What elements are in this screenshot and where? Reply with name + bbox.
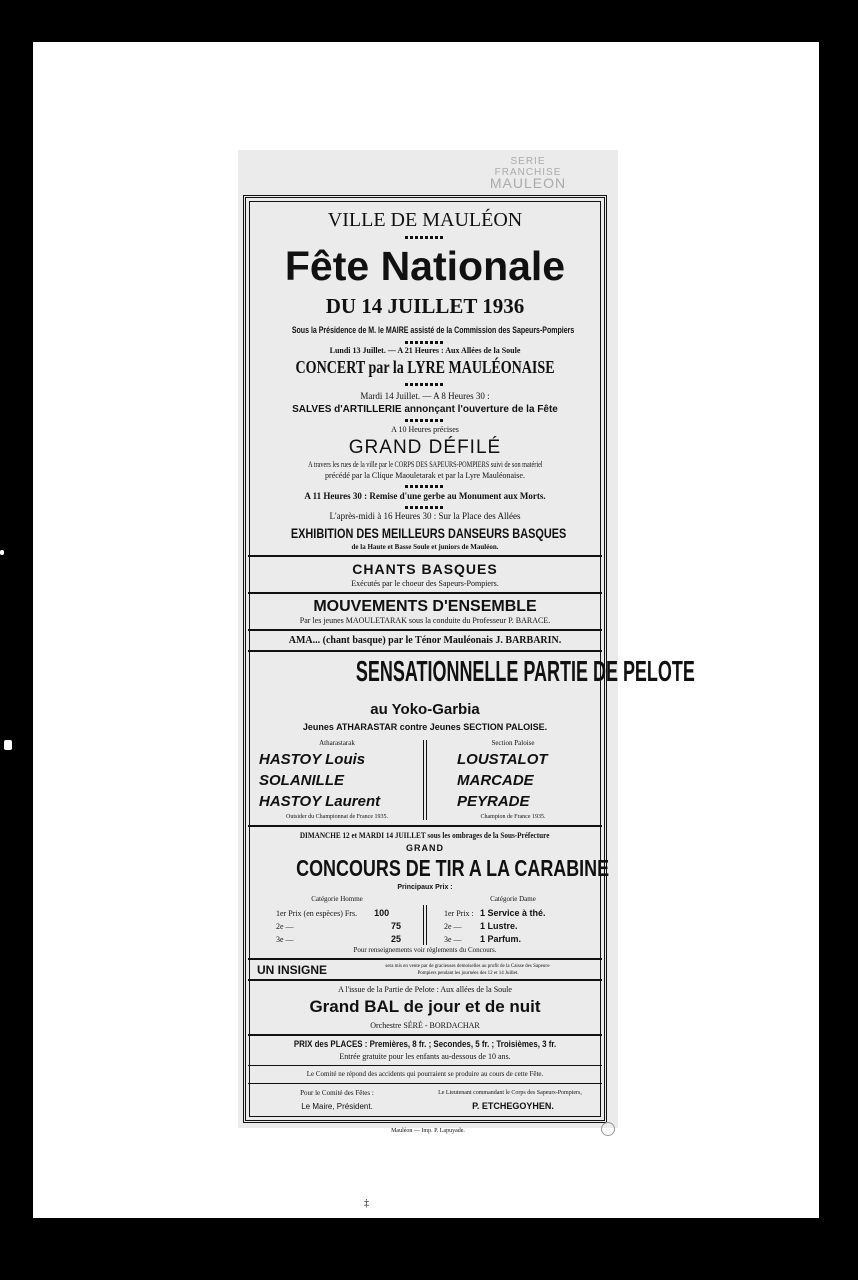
tir-note: Pour renseignements voir règlements du Concours.: [353, 946, 497, 954]
category-women: Catégorie Dame: [490, 895, 536, 903]
team-separator: [423, 740, 427, 820]
team-left-head: Atharastarak: [319, 739, 355, 747]
chants-sub: Exécutés par le choeur des Sapeurs-Pompiers.: [351, 579, 499, 588]
prix-free: Entrée gratuite pour les enfants au-dessous de 10 ans.: [339, 1052, 511, 1061]
concert-when: Lundi 13 Juillet. — A 21 Heures : Aux Allées de la Soule: [329, 346, 521, 355]
printer-imprint: Mauléon — Imp. P. Lapuyade.: [391, 1128, 465, 1134]
ornament: [405, 236, 445, 239]
salves-title: SALVES d'ARTILLERIE annonçant l'ouverture de la Fête: [292, 404, 558, 415]
team-right-head: Section Paloise: [491, 739, 535, 747]
defile-when: A 10 Heures précises: [391, 425, 459, 434]
salves-when: Mardi 14 Juillet. — A 8 Heures 30 :: [360, 391, 490, 401]
team-right-players: LOUSTALOT MARCADE PEYRADE: [457, 751, 548, 810]
section-rule: [248, 1065, 602, 1066]
defile-line2: précédé par la Clique Maouletarak et par la Lyre Mauléonaise.: [325, 471, 525, 480]
tir-when: DIMANCHE 12 et MARDI 14 JUILLET sous les ombrages de la Sous-Préfecture: [300, 831, 550, 840]
ornament: [405, 383, 445, 386]
men-prizes: 1er Prix (en espèces) Frs. 100 2e — 75 3e — 25: [276, 908, 401, 944]
prize-separator: [423, 905, 427, 945]
pelote-place: au Yoko-Garbia: [370, 701, 480, 718]
mouvements-title: MOUVEMENTS D'ENSEMBLE: [313, 598, 537, 615]
defile-line1: A travers les rues de la ville par le CORPS DES SAPEURS-POMPIERS suivi de son matériel: [307, 460, 543, 469]
bal-orchestra: Orchestre SÉRÉ - BORDACHAR: [370, 1021, 480, 1030]
section-rule: [248, 1034, 602, 1036]
bal-when: A l'issue de la Partie de Pelote : Aux allées de la Soule: [338, 985, 512, 994]
section-rule: [248, 555, 602, 557]
prix-places: PRIX des PLACES : Premières, 8 fr. ; Secondes, 5 fr. ; Troisièmes, 3 fr.: [293, 1039, 557, 1049]
defile-title: GRAND DÉFILÉ: [348, 437, 502, 458]
insigne-text: sera mis en vente par de gracieuses demoiselles au profit de la Caisse des Sapeurs- Pompiers pendant les journées des 12 et 14 Juillet.: [385, 964, 551, 976]
tir-title: CONCOURS DE TIR A LA CARABINE: [296, 855, 610, 881]
exhibition-title: EXHIBITION DES MEILLEURS DANSEURS BASQUES: [290, 525, 567, 541]
poster-date: DU 14 JUILLET 1936: [325, 294, 525, 318]
team-left-players: HASTOY Louis SOLANILLE HASTOY Laurent: [259, 751, 381, 810]
poster-title: Fête Nationale: [284, 243, 566, 289]
section-rule: [248, 1083, 602, 1084]
mouvements-sub: Par les jeunes MAOULETARAK sous la conduite du Professeur P. BARACE.: [299, 616, 551, 625]
ama-line: AMA... (chant basque) par le Ténor Mauléonais J. BARBARIN.: [288, 635, 562, 646]
pelote-versus: Jeunes ATHARASTAR contre Jeunes SECTION PALOISE.: [302, 722, 548, 732]
insigne-title: UN INSIGNE: [257, 963, 328, 977]
corner-stamp: [601, 1122, 615, 1136]
tir-prix: Principaux Prix :: [397, 884, 453, 891]
concert-title: CONCERT par la LYRE MAULÉONAISE: [295, 357, 555, 377]
category-men: Catégorie Homme: [311, 895, 363, 903]
signature-left-name: Le Maire, Président.: [301, 1102, 373, 1111]
page-mark: ‡: [364, 1198, 369, 1209]
ornament: [405, 419, 445, 422]
tir-grand: GRAND: [406, 843, 444, 853]
section-rule: [248, 592, 602, 594]
town-name: VILLE DE MAULÉON: [327, 209, 523, 231]
section-rule: [248, 979, 602, 981]
ornament: [405, 506, 445, 509]
archive-stamp: SERIE FRANCHISE MAULEON: [489, 156, 567, 191]
section-rule: [248, 958, 602, 960]
section-rule: [248, 629, 602, 631]
section-rule: [248, 825, 602, 827]
team-right-note: Champion de France 1935.: [480, 814, 546, 820]
signature-left-role: Pour le Comité des Fêtes :: [300, 1089, 374, 1097]
women-prizes: 1er Prix : 1 Service à thé. 2e — 1 Lustre. 3e — 1 Parfum.: [444, 908, 546, 944]
signature-right-role: Le Lieutenant commandant le Corps des Sapeurs-Pompiers,: [438, 1090, 582, 1096]
signature-right-name: P. ETCHEGOYHEN.: [472, 1101, 554, 1111]
film-speck: [0, 550, 4, 555]
presidency-line: Sous la Présidence de M. le MAIRE assisté de la Commission des Sapeurs-Pompiers: [291, 325, 575, 335]
exhibition-when: L'après-midi à 16 Heures 30 : Sur la Place des Allées: [329, 511, 521, 521]
team-left-note: Outsider du Championnat de France 1935.: [286, 814, 388, 820]
pelote-title: SENSATIONNELLE PARTIE DE PELOTE: [355, 656, 695, 688]
gerbe-line: A 11 Heures 30 : Remise d'une gerbe au Monument aux Morts.: [304, 491, 546, 501]
ornament: [405, 341, 445, 344]
ornament: [405, 485, 445, 488]
section-rule: [248, 650, 602, 652]
chants-title: CHANTS BASQUES: [352, 561, 498, 577]
exhibition-sub: de la Haute et Basse Soule et juniors de Mauléon.: [351, 543, 499, 551]
disclaimer: Le Comité ne répond des accidents qui pourraient se produire au cours de cette Fête.: [306, 1070, 544, 1078]
bal-title: Grand BAL de jour et de nuit: [309, 997, 541, 1016]
film-speck: [4, 740, 12, 750]
